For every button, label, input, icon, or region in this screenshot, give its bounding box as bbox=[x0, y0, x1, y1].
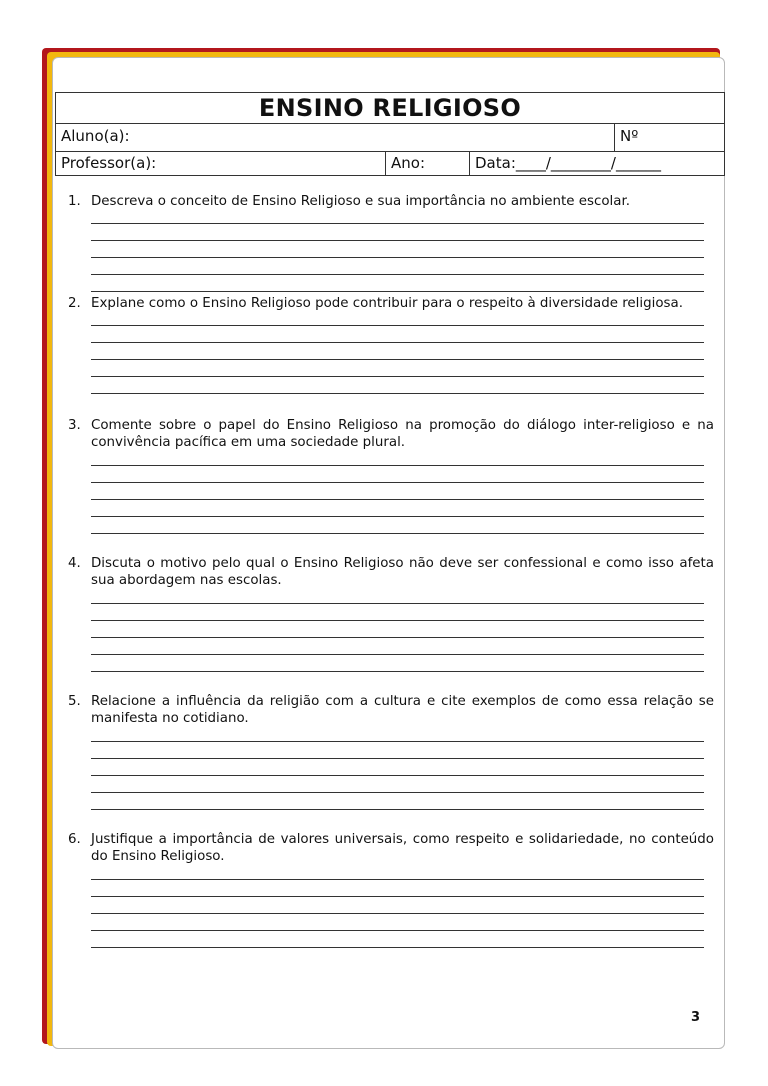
answer-line[interactable] bbox=[91, 913, 704, 914]
year-field[interactable]: Ano: bbox=[385, 152, 469, 176]
answer-line[interactable] bbox=[91, 879, 704, 880]
question-6 bbox=[68, 831, 714, 865]
student-name-field[interactable]: Aluno(a): bbox=[61, 127, 130, 145]
answer-line[interactable] bbox=[91, 792, 704, 793]
answer-line[interactable] bbox=[91, 342, 704, 343]
answer-line[interactable] bbox=[91, 741, 704, 742]
question-text bbox=[68, 555, 714, 589]
teacher-name-field[interactable]: Professor(a): bbox=[61, 154, 157, 172]
question-4 bbox=[68, 555, 714, 589]
question-2 bbox=[68, 295, 714, 312]
answer-line[interactable] bbox=[91, 603, 704, 604]
question-body: Explane como o Ensino Religioso pode contribuir para o respeito à diversidade religiosa. bbox=[91, 296, 683, 311]
question-number: 6. bbox=[68, 832, 81, 847]
answer-line[interactable] bbox=[91, 325, 704, 326]
question-number: 4. bbox=[68, 556, 81, 571]
answer-line[interactable] bbox=[91, 257, 704, 258]
question-body: Discuta o motivo pelo qual o Ensino Religioso não deve ser confessional e como isso afeta sua abordagem nas escolas. bbox=[91, 556, 714, 588]
question-number: 3. bbox=[68, 418, 81, 433]
question-body: Justifique a importância de valores universais, como respeito e solidariedade, no conteúdo do Ensino Religioso. bbox=[91, 832, 714, 864]
answer-line[interactable] bbox=[91, 671, 704, 672]
answer-line[interactable] bbox=[91, 809, 704, 810]
student-row bbox=[56, 124, 724, 152]
answer-line[interactable] bbox=[91, 637, 704, 638]
answer-line[interactable] bbox=[91, 499, 704, 500]
question-number: 5. bbox=[68, 694, 81, 709]
question-number: 1. bbox=[68, 194, 81, 209]
answer-line[interactable] bbox=[91, 896, 704, 897]
answer-line[interactable] bbox=[91, 930, 704, 931]
question-text bbox=[68, 295, 714, 312]
question-3 bbox=[68, 417, 714, 451]
question-number: 2. bbox=[68, 296, 81, 311]
answer-line[interactable] bbox=[91, 654, 704, 655]
teacher-row bbox=[56, 152, 724, 176]
question-body: Descreva o conceito de Ensino Religioso e sua importância no ambiente escolar. bbox=[91, 194, 631, 209]
question-body: Relacione a influência da religião com a cultura e cite exemplos de como essa relação se manifesta no cotidiano. bbox=[91, 694, 714, 726]
question-5 bbox=[68, 693, 714, 727]
answer-line[interactable] bbox=[91, 947, 704, 948]
question-text bbox=[68, 693, 714, 727]
answer-line[interactable] bbox=[91, 620, 704, 621]
student-number-field[interactable]: Nº bbox=[614, 124, 724, 151]
answer-line[interactable] bbox=[91, 240, 704, 241]
answer-line[interactable] bbox=[91, 465, 704, 466]
question-text bbox=[68, 831, 714, 865]
answer-line[interactable] bbox=[91, 223, 704, 224]
answer-line[interactable] bbox=[91, 274, 704, 275]
answer-line[interactable] bbox=[91, 775, 704, 776]
answer-line[interactable] bbox=[91, 393, 704, 394]
date-field[interactable]: Data:____/________/______ bbox=[469, 152, 724, 176]
answer-line[interactable] bbox=[91, 516, 704, 517]
question-text bbox=[68, 417, 714, 451]
worksheet-title: ENSINO RELIGIOSO bbox=[56, 93, 724, 124]
question-text bbox=[68, 193, 714, 210]
answer-line[interactable] bbox=[91, 758, 704, 759]
header-table bbox=[55, 92, 725, 176]
answer-line[interactable] bbox=[91, 482, 704, 483]
page-number: 3 bbox=[690, 1010, 700, 1025]
answer-line[interactable] bbox=[91, 376, 704, 377]
answer-line[interactable] bbox=[91, 359, 704, 360]
question-body: Comente sobre o papel do Ensino Religioso na promoção do diálogo inter-religioso e na convivência pacífica em uma sociedade plural. bbox=[91, 418, 714, 450]
question-1 bbox=[68, 193, 714, 210]
answer-line[interactable] bbox=[91, 291, 704, 292]
answer-line[interactable] bbox=[91, 533, 704, 534]
